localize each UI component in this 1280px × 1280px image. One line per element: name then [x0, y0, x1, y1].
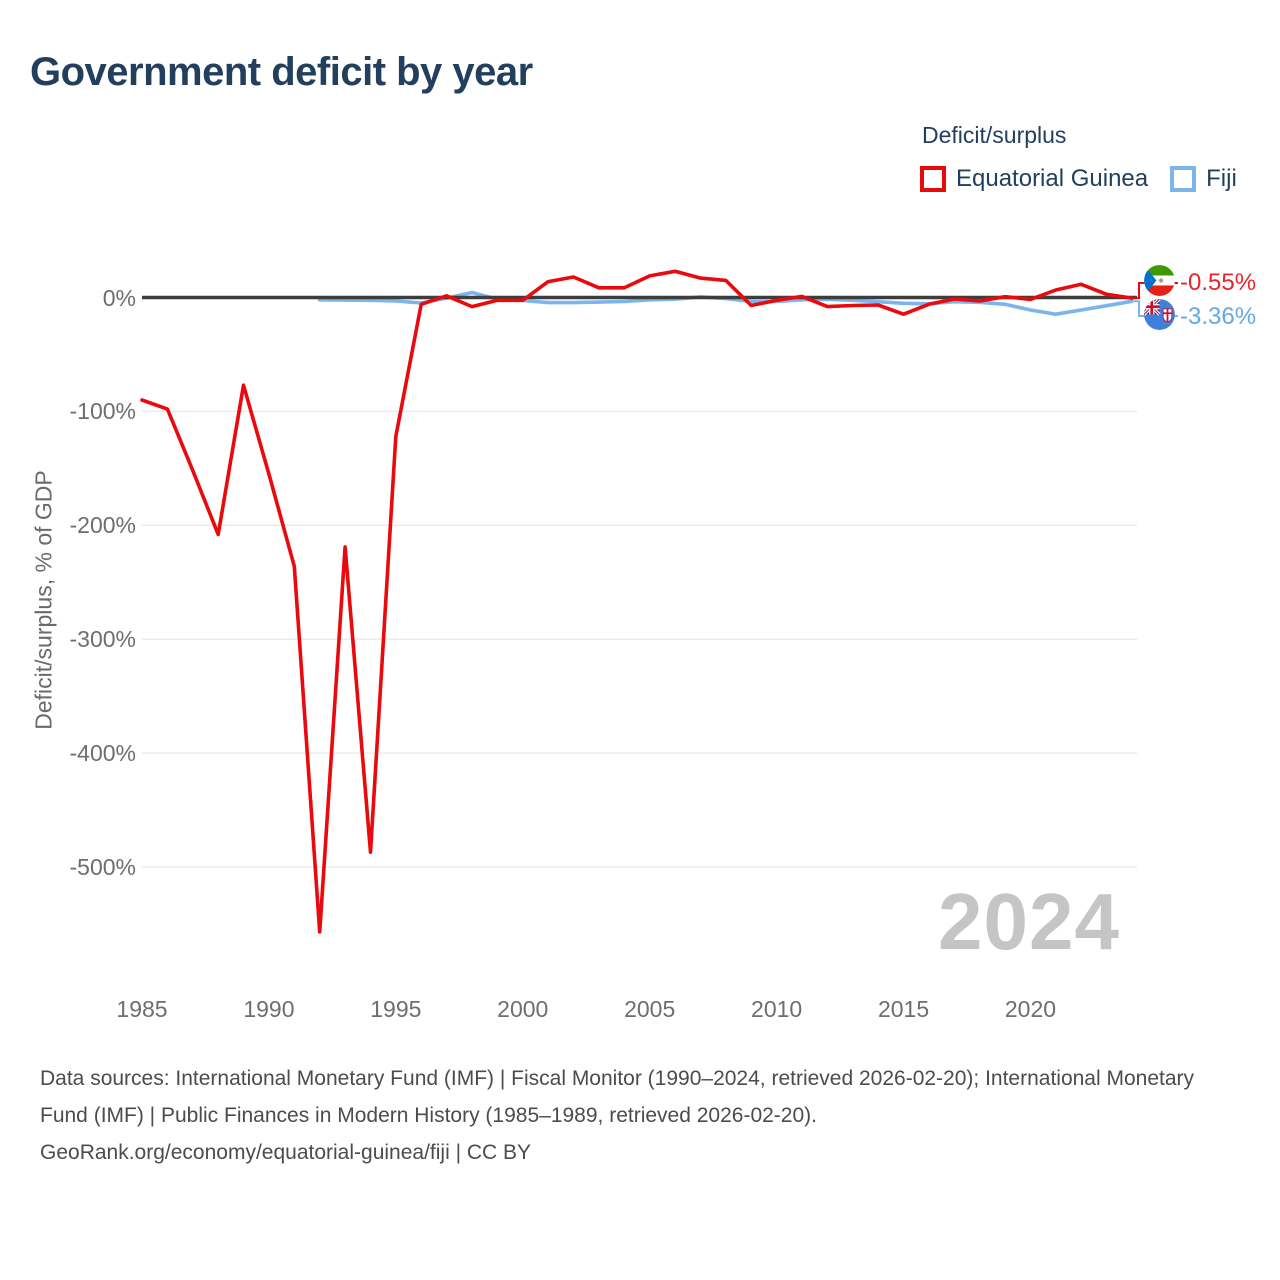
x-tick-1995: 1995	[370, 996, 422, 1022]
x-tick-2000: 2000	[497, 996, 549, 1022]
x-tick-2020: 2020	[1004, 996, 1057, 1022]
legend-item-equatorial-guinea[interactable]	[920, 165, 1148, 193]
legend-items	[920, 165, 1237, 193]
y-tick--100%: -100%	[69, 398, 136, 425]
fiji-swatch-icon	[1170, 166, 1196, 192]
y-tick--300%: -300%	[69, 626, 136, 653]
equatorial-guinea-swatch-icon	[920, 166, 946, 192]
chart-legend	[920, 122, 1237, 193]
x-tick-2015: 2015	[877, 996, 930, 1022]
x-tick-1985: 1985	[116, 996, 168, 1022]
equatorial-guinea-flag-icon	[1144, 265, 1175, 296]
y-tick--400%: -400%	[69, 740, 136, 767]
series-line-equatorial-guinea	[142, 271, 1132, 932]
year-watermark: 2024	[938, 877, 1120, 966]
equatorial-guinea-end-value: -0.55%	[1180, 269, 1257, 296]
fiji-end-value: -3.36%	[1180, 303, 1257, 330]
legend-item-label: Fiji	[1206, 165, 1237, 192]
x-tick-1990: 1990	[243, 996, 295, 1022]
y-tick--500%: -500%	[69, 854, 136, 880]
legend-item-label: Equatorial Guinea	[956, 165, 1149, 192]
y-tick-0%: 0%	[102, 284, 136, 311]
legend-title: Deficit/surplus	[922, 122, 1067, 148]
gridlines	[142, 411, 1137, 867]
legend-item-fiji[interactable]	[1170, 165, 1237, 193]
data-sources-text: Data sources: International Monetary Fund (IMF) | Fiscal Monitor (1990–2024, retrieved 2026-02-20); International Monetary Fund (IMF) | Public Finances in Modern History (1985–1989, retrieved 2026-02-20).	[40, 1067, 1195, 1127]
y-tick--200%: -200%	[69, 512, 136, 539]
page-title: Government deficit by year	[30, 50, 533, 94]
fiji-flag-icon	[1144, 299, 1175, 330]
y-axis-title: Deficit/surplus, % of GDP	[30, 470, 57, 730]
x-tick-2005: 2005	[624, 996, 676, 1022]
attribution-link[interactable]: GeoRank.org/economy/equatorial-guinea/fiji | CC BY	[40, 1141, 532, 1164]
x-tick-2010: 2010	[751, 996, 803, 1022]
footer	[40, 1060, 1240, 1171]
